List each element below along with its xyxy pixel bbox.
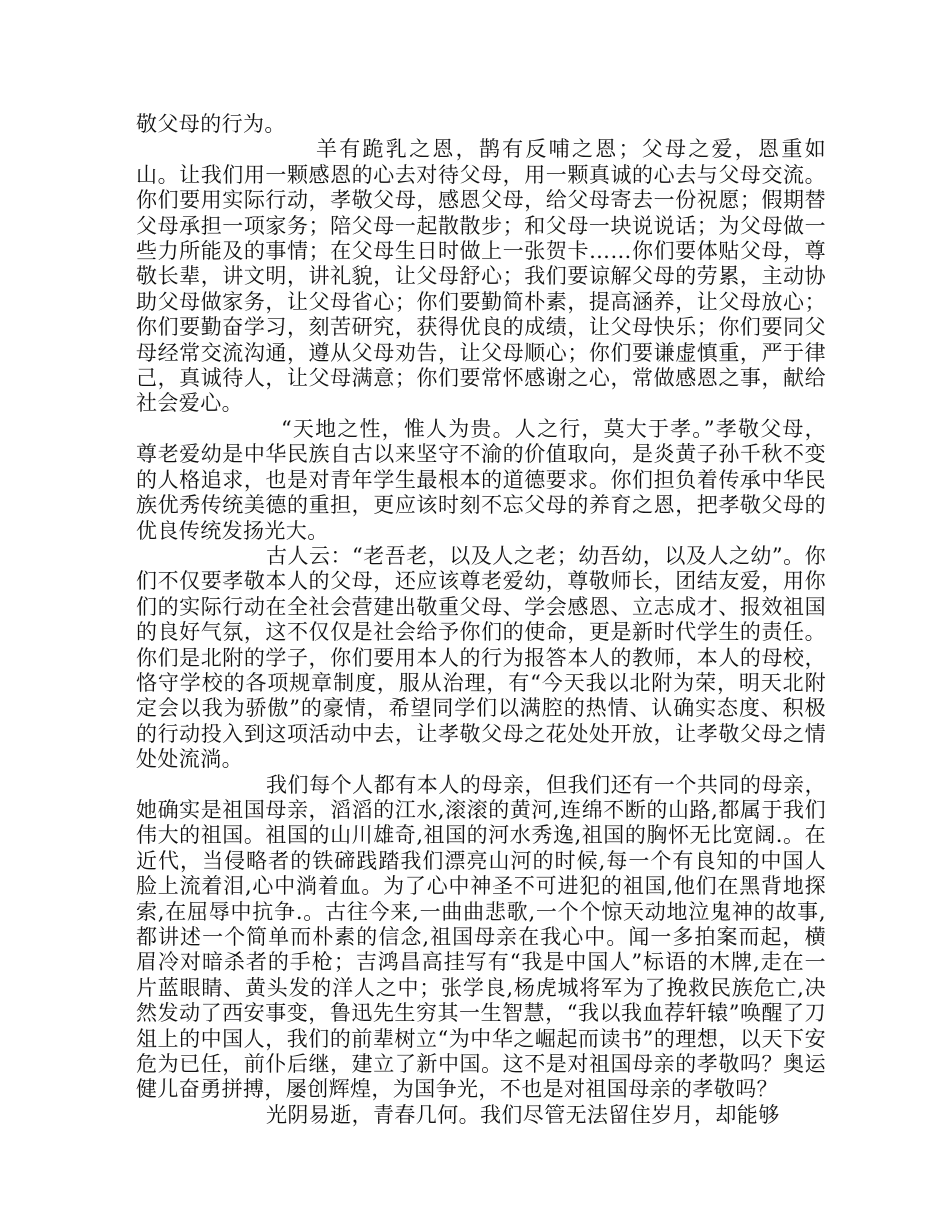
document-body [136,112,826,1128]
paragraph-time-passes: 光阴易逝，青春几何。我们尽管无法留住岁月，却能够 [266,1102,780,1127]
paragraph-ancient-saying: 古人云：“老吾老，以及人之老；幼吾幼，以及人之幼”。你们不仅要孝敬本人的父母，还应该尊老爱幼，尊敬师长，团结友爱，用你们的实际行动在全社会营建出敬重父母、学会感恩、立志成才、报效祖国的良好气氛，这不仅仅是社会给予你们的使命，更是新时代学生的责任。你们是北附的学子，你们要用本人的行为报答本人的教师，本人的母校，恪守学校的各项规章制度，服从治理，有“今天我以北附为荣，明天北附定会以我为骄傲”的豪情，希望同学们以满腔的热情、认确实态度、积极的行动投入到这项活动中去，让孝敬父母之花处处开放，让孝敬父母之情处处流淌。 [136,543,826,772]
paragraph-continuation: 敬父母的行为。 [136,112,286,136]
paragraph-gratitude: 羊有跪乳之恩，鹊有反哺之恩；父母之爱，恩重如山。让我们用一颗感恩的心去对待父母，用一颗真诚的心去与父母交流。你们要用实际行动，孝敬父母，感恩父母，给父母寄去一份祝愿；假期替父母承担一项家务；陪父母一起散散步；和父母一块说说话；为父母做一些力所能及的事情；在父母生日时做上一张贺卡……你们要体贴父母，尊敬长辈，讲文明，讲礼貌，让父母舒心；我们要谅解父母的劳累，主动协助父母做家务，让父母省心；你们要勤简朴素，提高涵养，让父母放心；你们要勤奋学习，刻苦研究，获得优良的成绩，让父母快乐；你们要同父母经常交流沟通，遵从父母劝告，让父母顺心；你们要谦虚慎重，严于律己，真诚待人，让父母满意；你们要常怀感谢之心，常做感恩之事，献给社会爱心。 [136,137,826,416]
paragraph-filial-piety-quote: “天地之性，惟人为贵。人之行，莫大于孝。”孝敬父母，尊老爱幼是中华民族自古以来坚守不渝的价值取向，是炎黄子孙千秋不变的人格追求，也是对青年学生最根本的道德要求。你们担负着传承中华民族优秀传统美德的重担，更应该时刻不忘父母的养育之恩，把孝敬父母的优良传统发扬光大。 [136,416,826,543]
paragraph-motherland: 我们每个人都有本人的母亲，但我们还有一个共同的母亲，她确实是祖国母亲，滔滔的江水,滚滚的黄河,连绵不断的山路,都属于我们伟大的祖国。祖国的山川雄奇,祖国的河水秀逸,祖国的胸怀无比宽阔.。在近代，当侵略者的铁碲践踏我们漂亮山河的时候,每一个有良知的中国人脸上流着泪,心中淌着血。为了心中神圣不可进犯的祖国,他们在黑背地探索,在屈辱中抗争.。古往今来,一曲曲悲歌,一个个惊天动地泣鬼神的故事,都讲述一个简单而朴素的信念,祖国母亲在我心中。闻一多拍案而起，横眉冷对暗杀者的手枪；吉鸿昌高挂写有“我是中国人”标语的木牌,走在一片蓝眼睛、黄头发的洋人之中；张学良,杨虎城将军为了挽救民族危亡,决然发动了西安事变，鲁迅先生穷其一生智慧，“我以我血荐轩辕”唤醒了刀俎上的中国人，我们的前辈树立“为中华之崛起而读书”的理想，以天下安危为已任，前仆后继，建立了新中国。这不是对祖国母亲的孝敬吗？奥运健儿奋勇拼搏，屡创辉煌，为国争光，不也是对祖国母亲的孝敬吗？ [136,772,826,1102]
